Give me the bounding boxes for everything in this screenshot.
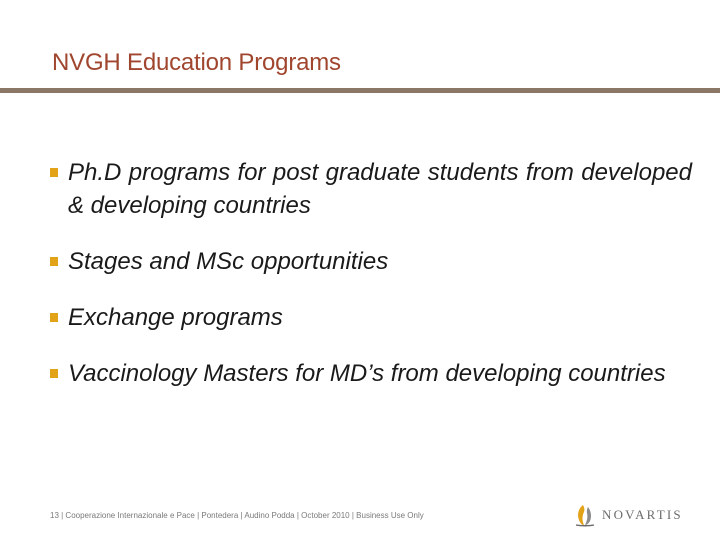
- footer-text: 13 | Cooperazione Internazionale e Pace | Pontedera | Audino Podda | October 2010 | Business Use Only: [50, 511, 424, 520]
- bullet-text: Vaccinology Masters for MD’s from developing countries: [68, 360, 666, 387]
- bullet-item: [50, 301, 692, 334]
- square-bullet-icon: [50, 369, 58, 378]
- bullet-list: [50, 156, 692, 390]
- square-bullet-icon: [50, 257, 58, 266]
- brand-wordmark: NOVARTIS: [602, 507, 683, 522]
- bullet-item: [50, 156, 692, 222]
- square-bullet-icon: [50, 168, 58, 177]
- bullet-item: [50, 245, 692, 278]
- bullet-text: Exchange programs: [68, 304, 283, 331]
- slide-title: NVGH Education Programs: [52, 49, 341, 76]
- bullet-text: Stages and MSc opportunities: [68, 248, 389, 275]
- square-bullet-icon: [50, 313, 58, 322]
- novartis-flame-icon: [574, 503, 596, 527]
- bullet-item: [50, 357, 692, 390]
- title-divider: [0, 88, 720, 93]
- novartis-logo: [574, 503, 683, 527]
- bullet-text: Ph.D programs for post graduate students from developed & developing countries: [68, 159, 692, 219]
